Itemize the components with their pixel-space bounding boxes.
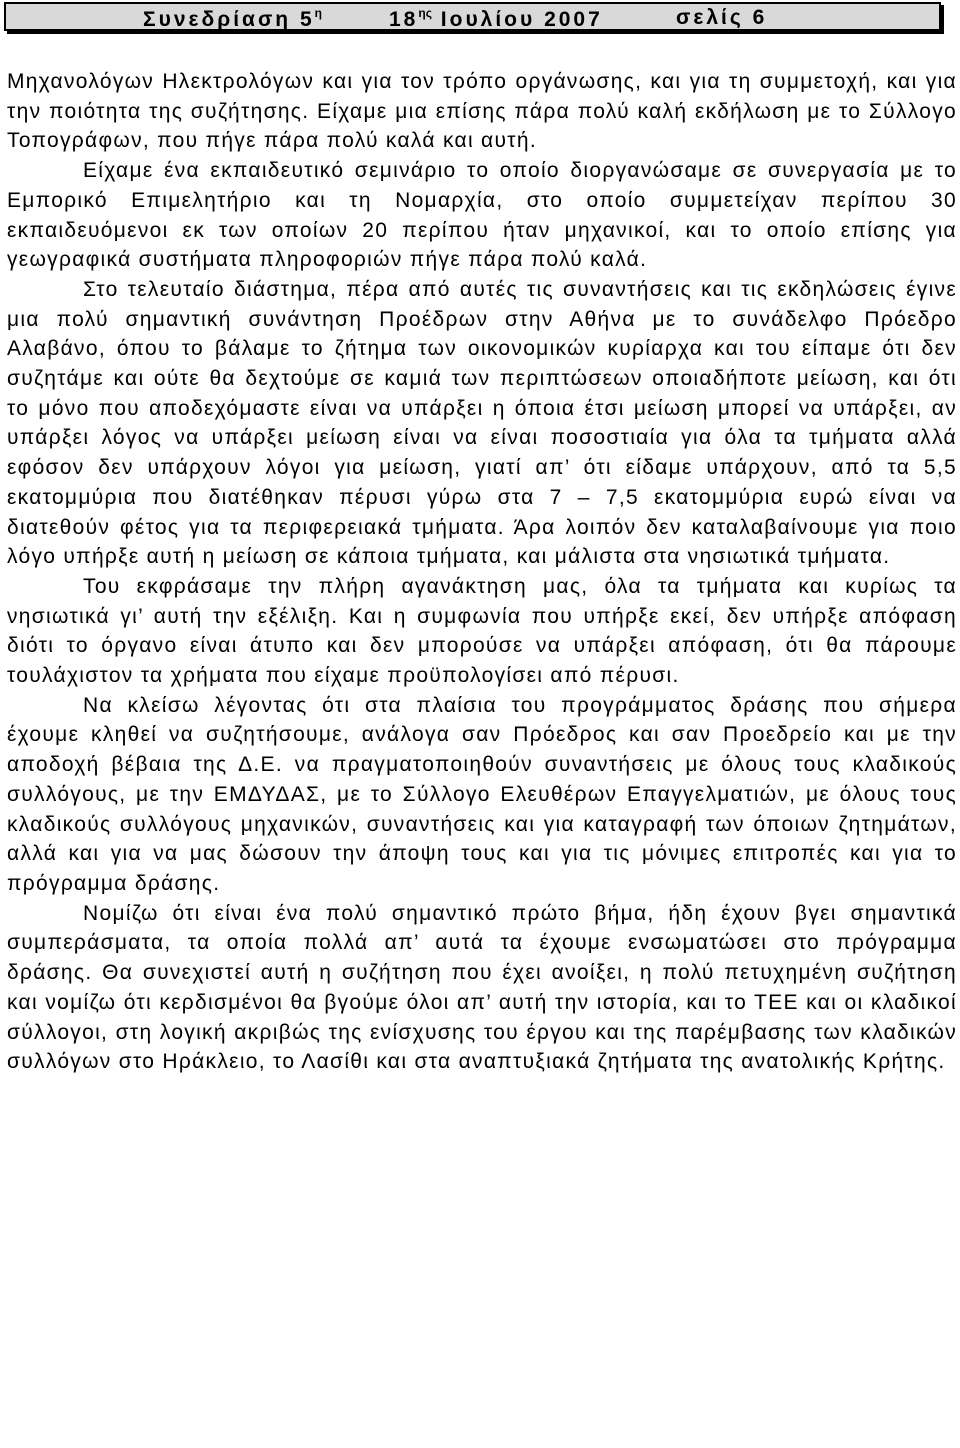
- date-superscript: ης: [418, 6, 432, 20]
- session-text: Συνεδρίαση 5: [143, 8, 315, 31]
- paragraph: Μηχανολόγων Ηλεκτρολόγων και για τον τρόπο οργάνωσης, και για τη συμμετοχή, και για την ποιότητα της συζήτησης. Είχαμε μια επίσης πάρα πολύ καλή εκδήλωση με το Σύλλογο Τοπογράφων, που πήγε πάρα πολύ καλά και αυτή.: [7, 70, 957, 153]
- paragraph: Του εκφράσαμε την πλήρη αγανάκτηση μας, όλα τα τμήματα και κυρίως τα νησιωτικά γι’ αυτή την εξέλιξη. Και η συμφωνία που υπήρξε εκεί, δεν υπήρξε απόφαση διότι το όργανο είναι άτυπο και δεν μπορούσε να υπάρξει απόφαση, ότι θα πάρουμε τουλάχιστον τα χρήματα που είχαμε προϋπολογίσει από πέρυσι.: [7, 574, 957, 688]
- page-header: [4, 2, 941, 31]
- paragraph: Νομίζω ότι είναι ένα πολύ σημαντικό πρώτο βήμα, ήδη έχουν βγει σημαντικά συμπεράσματα, τα οποία πολλά απ’ αυτά τα έχουμε ενσωματώσει στο πρόγραμμα δράσης. Θα συνεχιστεί αυτή η συζήτηση που έχει ανοίξει, η πολύ πετυχημένη συζήτηση και νομίζω ότι κερδισμένοι θα βγούμε όλοι απ’ αυτή την ιστορία, και το ΤΕΕ και οι κλαδικοί σύλλογοι, στη λογική ακριβώς της ενίσχυσης του έργου και της παρέμβασης των κλαδικών συλλόγων στο Ηράκλειο, το Λασίθι και στα αναπτυξιακά ζητήματα της ανατολικής Κρήτης.: [7, 901, 957, 1074]
- date-label: [389, 6, 603, 32]
- document-body: [7, 67, 957, 1077]
- session-superscript: η: [314, 6, 322, 20]
- date-day: 18: [389, 8, 419, 31]
- paragraph: Στο τελευταίο διάστημα, πέρα από αυτές τις συναντήσεις και τις εκδηλώσεις έγινε μια πολύ σημαντική συνάντηση Προέδρων στην Αθήνα με το συνάδελφο Πρόεδρο Αλαβάνο, όπου το βάλαμε το ζήτημα των οικονομικών κυρίαρχα και του είπαμε ότι δεν συζητάμε και ούτε θα δεχτούμε σε καμιά των περιπτώσεων οποιαδήποτε μείωση, και ότι το μόνο που αποδεχόμαστε είναι να υπάρξει η όποια έτσι μείωση μπορεί να υπάρξει, αν υπάρξει λόγος να υπάρξει μείωση είναι να είναι ποσοστιαία για όλα τα τμήματα αλλά εφόσον δεν υπάρχουν λόγοι για μείωση, γιατί απ’ ότι είδαμε υπάρχουν, από τα 5,5 εκατομμύρια που διατέθηκαν πέρυσι γύρω στα 7 – 7,5 εκατομμύρια ευρώ είναι να διατεθούν φέτος για τα περιφερειακά τμήματα. Άρα λοιπόν δεν καταλαβαίνουμε για ποιο λόγο υπήρξε αυτή η μείωση σε κάποια τμήματα, και μάλιστα στα νησιωτικά τμήματα.: [7, 277, 957, 569]
- session-label: [143, 6, 322, 32]
- page-number: σελίς 6: [676, 6, 768, 29]
- paragraph: Είχαμε ένα εκπαιδευτικό σεμινάριο το οποίο διοργανώσαμε σε συνεργασία με το Εμπορικό Επιμελητήριο και τη Νομαρχία, στο οποίο συμμετείχαν περίπου 30 εκπαιδευόμενοι εκ των οποίων 20 περίπου ήταν μηχανικοί, και το οποίο επίσης για γεωγραφικά συστήματα πληροφοριών πήγε πάρα πολύ καλά.: [7, 159, 957, 272]
- date-month-year: Ιουλίου 2007: [440, 8, 603, 31]
- paragraph: Να κλείσω λέγοντας ότι στα πλαίσια του προγράμματος δράσης που σήμερα έχουμε κληθεί να συζητήσουμε, ανάλογα σαν Πρόεδρος και σαν Προεδρείο και με την αποδοχή βέβαια της Δ.Ε. να πραγματοποιηθούν συναντήσεις με όλους τους κλαδικούς συλλόγους, με την ΕΜΔΥΔΑΣ, με το Σύλλογο Ελευθέρων Επαγγελματιών, με όλους τους κλαδικούς συλλόγους μηχανικών, συναντήσεις και για καταγραφή των όποιων ζητημάτων, αλλά και για να μας δώσουν την άποψη τους και για τις μόνιμες επιτροπές και για το πρόγραμμα δράσης.: [7, 693, 957, 895]
